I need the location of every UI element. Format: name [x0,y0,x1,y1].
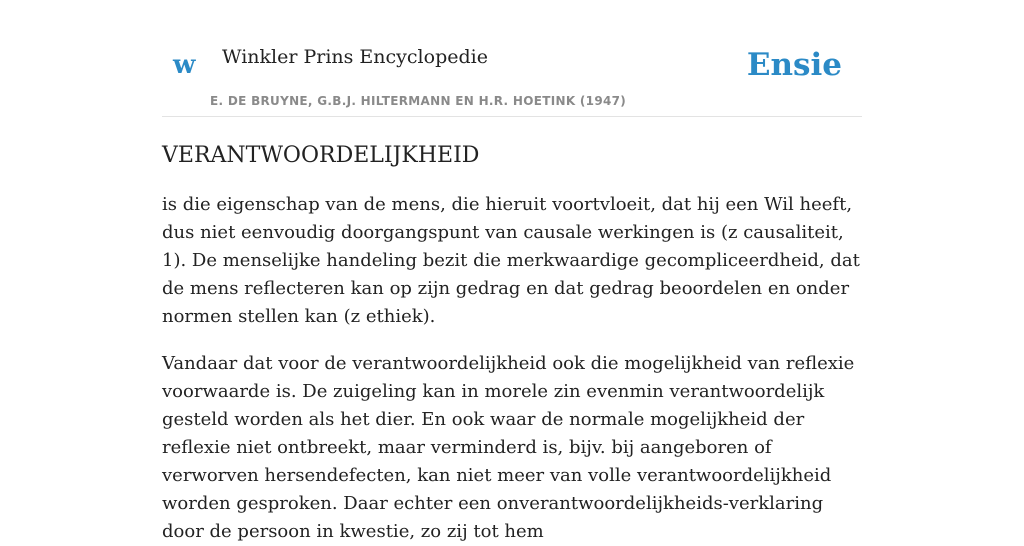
brand-logo-link[interactable]: Ensie [746,47,842,83]
site-header [162,0,862,117]
authors-line: E. DE BRUYNE, G.B.J. HILTERMANN EN H.R. HOETINK (1947) [210,94,627,108]
page [162,0,862,546]
article-paragraph-1: is die eigenschap van de mens, die hieruit voortvloeit, dat hij een Wil heeft, dus niet eenvoudig doorgangspunt van causale werkingen is (z causaliteit, 1). De menselijke handeling bezit die merkwaardige gecompliceerdheid, dat de mens reflecteren kan op zijn gedrag en dat gedrag beoordelen en onder normen stellen kan (z ethiek). [162,194,860,328]
logo-icon[interactable]: w [173,50,196,80]
site-title-link[interactable]: Winkler Prins Encyclopedie [222,46,488,68]
article-headword: VERANTWOORDELIJKHEID [162,143,480,168]
article-paragraph-2: Vandaar dat voor de verantwoordelijkheid ook die mogelijkheid van reflexie voorwaarde is. De zuigeling kan in morele zin evenmin verantwoordelijk gesteld worden als het dier. En ook waar de normale mogelijkheid der reflexie niet ontbreekt, maar verminderd is, bijv. bij aangeboren of verworven hersendefecten, kan niet meer van volle verantwoordelijkheid worden gesproken. Daar echter een onverantwoordelijkheids-verklaring door de persoon in kwestie, zo zij tot hem [162,353,855,543]
